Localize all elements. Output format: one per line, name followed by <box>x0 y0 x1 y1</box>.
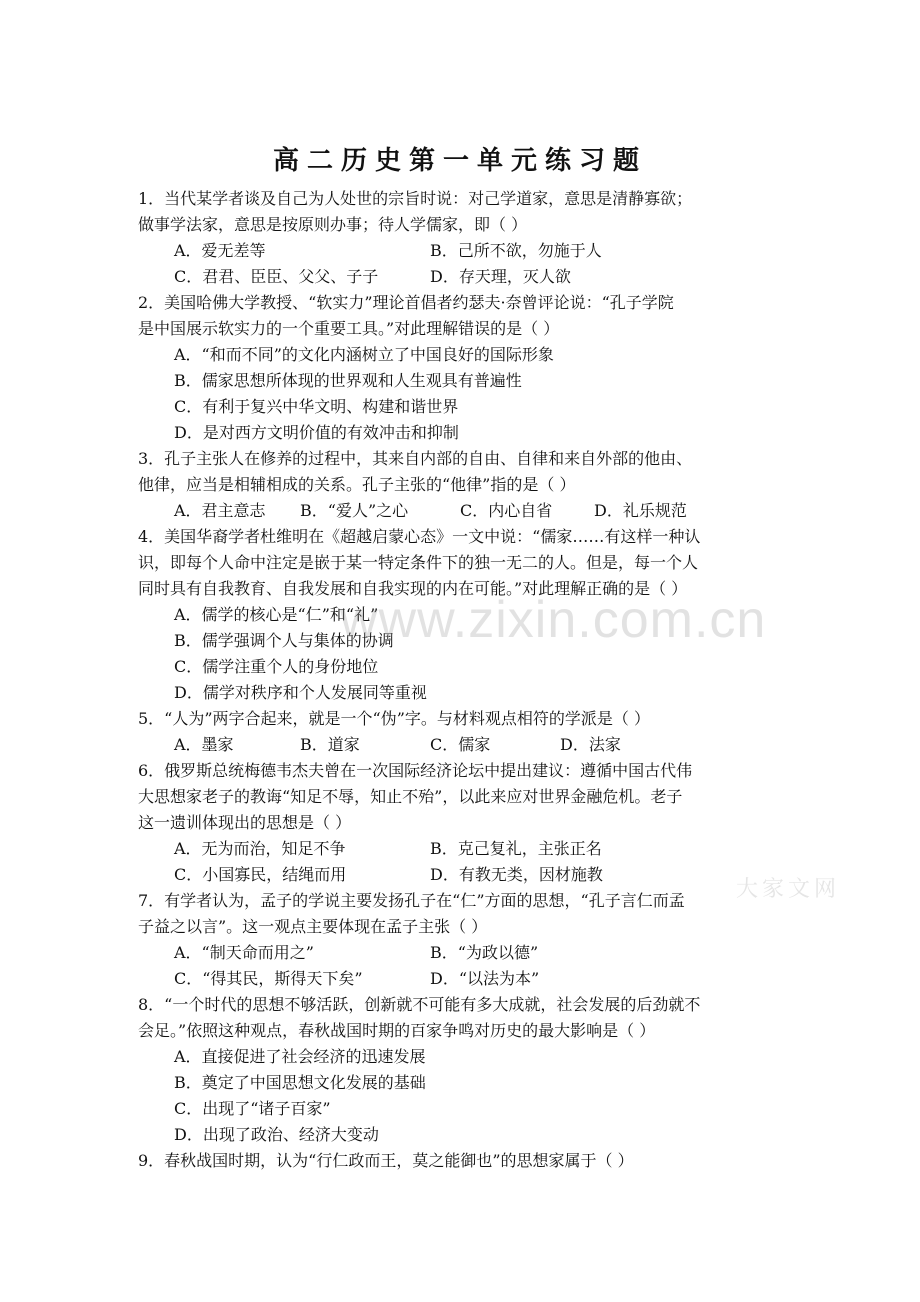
question-line: 这一遗训体现出的思想是（ ） <box>138 813 352 832</box>
option-b: B．克己复礼，主张正名 <box>430 839 602 858</box>
option-c: C．小国寡民，结绳而用 <box>174 865 347 884</box>
watermark: www.zixin.com.cn <box>340 591 767 649</box>
question-line: 6．俄罗斯总统梅德韦杰夫曾在一次国际经济论坛中提出建议：遵循中国古代伟 <box>138 761 693 780</box>
question-line: 5．“人为”两字合起来，就是一个“伪”字。与材料观点相符的学派是（ ） <box>138 709 650 728</box>
question-line: 8．“一个时代的思想不够活跃，创新就不可能有多大成就，社会发展的后劲就不 <box>138 995 701 1014</box>
option-a: A．儒学的核心是“仁”和“礼” <box>174 605 379 624</box>
question-line: 识，即每个人命中注定是嵌于某一特定条件下的独一无二的人。但是，每一个人 <box>138 553 699 572</box>
question-line: 2．美国哈佛大学教授、“软实力”理论首倡者约瑟夫·奈曾评论说：“孔子学院 <box>138 293 674 312</box>
option-b: B．道家 <box>300 735 360 754</box>
option-d: D．出现了政治、经济大变动 <box>174 1125 379 1144</box>
option-c: C．内心自省 <box>460 501 553 520</box>
option-a: A．墨家 <box>174 735 234 754</box>
option-b: B．儒学强调个人与集体的协调 <box>174 631 394 650</box>
option-c: C．出现了“诸子百家” <box>174 1099 331 1118</box>
option-d: D．礼乐规范 <box>594 501 687 520</box>
option-c: C．君君、臣臣、父父、子子 <box>174 267 379 286</box>
question-line: 4．美国华裔学者杜维明在《超越启蒙心态》一文中说：“儒家……有这样一种认 <box>138 527 701 546</box>
question-line: 大思想家老子的教诲“知足不辱，知止不殆”，以此来应对世界金融危机。老子 <box>138 787 683 806</box>
option-a: A．无为而治，知足不争 <box>174 839 346 858</box>
option-d: D．是对西方文明价值的有效冲击和抑制 <box>174 423 459 442</box>
question-line: 1．当代某学者谈及自己为人处世的宗旨时说：对己学道家，意思是清静寡欲； <box>138 189 693 208</box>
question-line: 7．有学者认为，孟子的学说主要发扬孔子在“仁”方面的思想，“孔子言仁而孟 <box>138 891 685 910</box>
option-a: A．爱无差等 <box>174 241 266 260</box>
question-line: 同时具有自我教育、自我发展和自我实现的内在可能。”对此理解正确的是（ ） <box>138 579 688 598</box>
option-b: B．奠定了中国思想文化发展的基础 <box>174 1073 426 1092</box>
option-d: D．法家 <box>560 735 621 754</box>
question-line: 会足。”依照这种观点，春秋战国时期的百家争鸣对历史的最大影响是（ ） <box>138 1021 656 1040</box>
question-line: 做事学法家，意思是按原则办事；待人学儒家，即（ ） <box>138 215 528 234</box>
question-line: 他律，应当是相辅相成的关系。孔子主张的“他律”指的是（ ） <box>138 475 576 494</box>
option-d: D．“以法为本” <box>430 969 540 988</box>
page-title: 高二历史第一单元练习题 <box>272 146 647 176</box>
option-d: D．有教无类，因材施教 <box>430 865 603 884</box>
option-c: C．有利于复兴中华文明、构建和谐世界 <box>174 397 459 416</box>
question-line: 9．春秋战国时期，认为“行仁政而王，莫之能御也”的思想家属于（ ） <box>138 1151 634 1170</box>
option-b: B．儒家思想所体现的世界观和人生观具有普遍性 <box>174 371 522 390</box>
option-a: A．君主意志 <box>174 501 266 520</box>
option-b: B．“爱人”之心 <box>300 501 409 520</box>
option-d: D．儒学对秩序和个人发展同等重视 <box>174 683 427 702</box>
option-d: D．存天理，灭人欲 <box>430 267 571 286</box>
question-line: 子益之以言”。这一观点主要体现在孟子主张（ ） <box>138 917 488 936</box>
option-b: B．“为政以德” <box>430 943 539 962</box>
question-line: 是中国展示软实力的一个重要工具。”对此理解错误的是（ ） <box>138 319 560 338</box>
option-a: A．“和而不同”的文化内涵树立了中国良好的国际形象 <box>174 345 554 364</box>
question-line: 3．孔子主张人在修养的过程中，其来自内部的自由、自律和来自外部的他由、 <box>138 449 693 468</box>
option-a: A．“制天命而用之” <box>174 943 314 962</box>
option-a: A．直接促进了社会经济的迅速发展 <box>174 1047 426 1066</box>
option-b: B．己所不欲，勿施于人 <box>430 241 602 260</box>
watermark-secondary: 大家文网 <box>736 877 841 902</box>
option-c: C．“得其民，斯得天下矣” <box>174 969 363 988</box>
option-c: C．儒家 <box>430 735 491 754</box>
option-c: C．儒学注重个人的身份地位 <box>174 657 379 676</box>
